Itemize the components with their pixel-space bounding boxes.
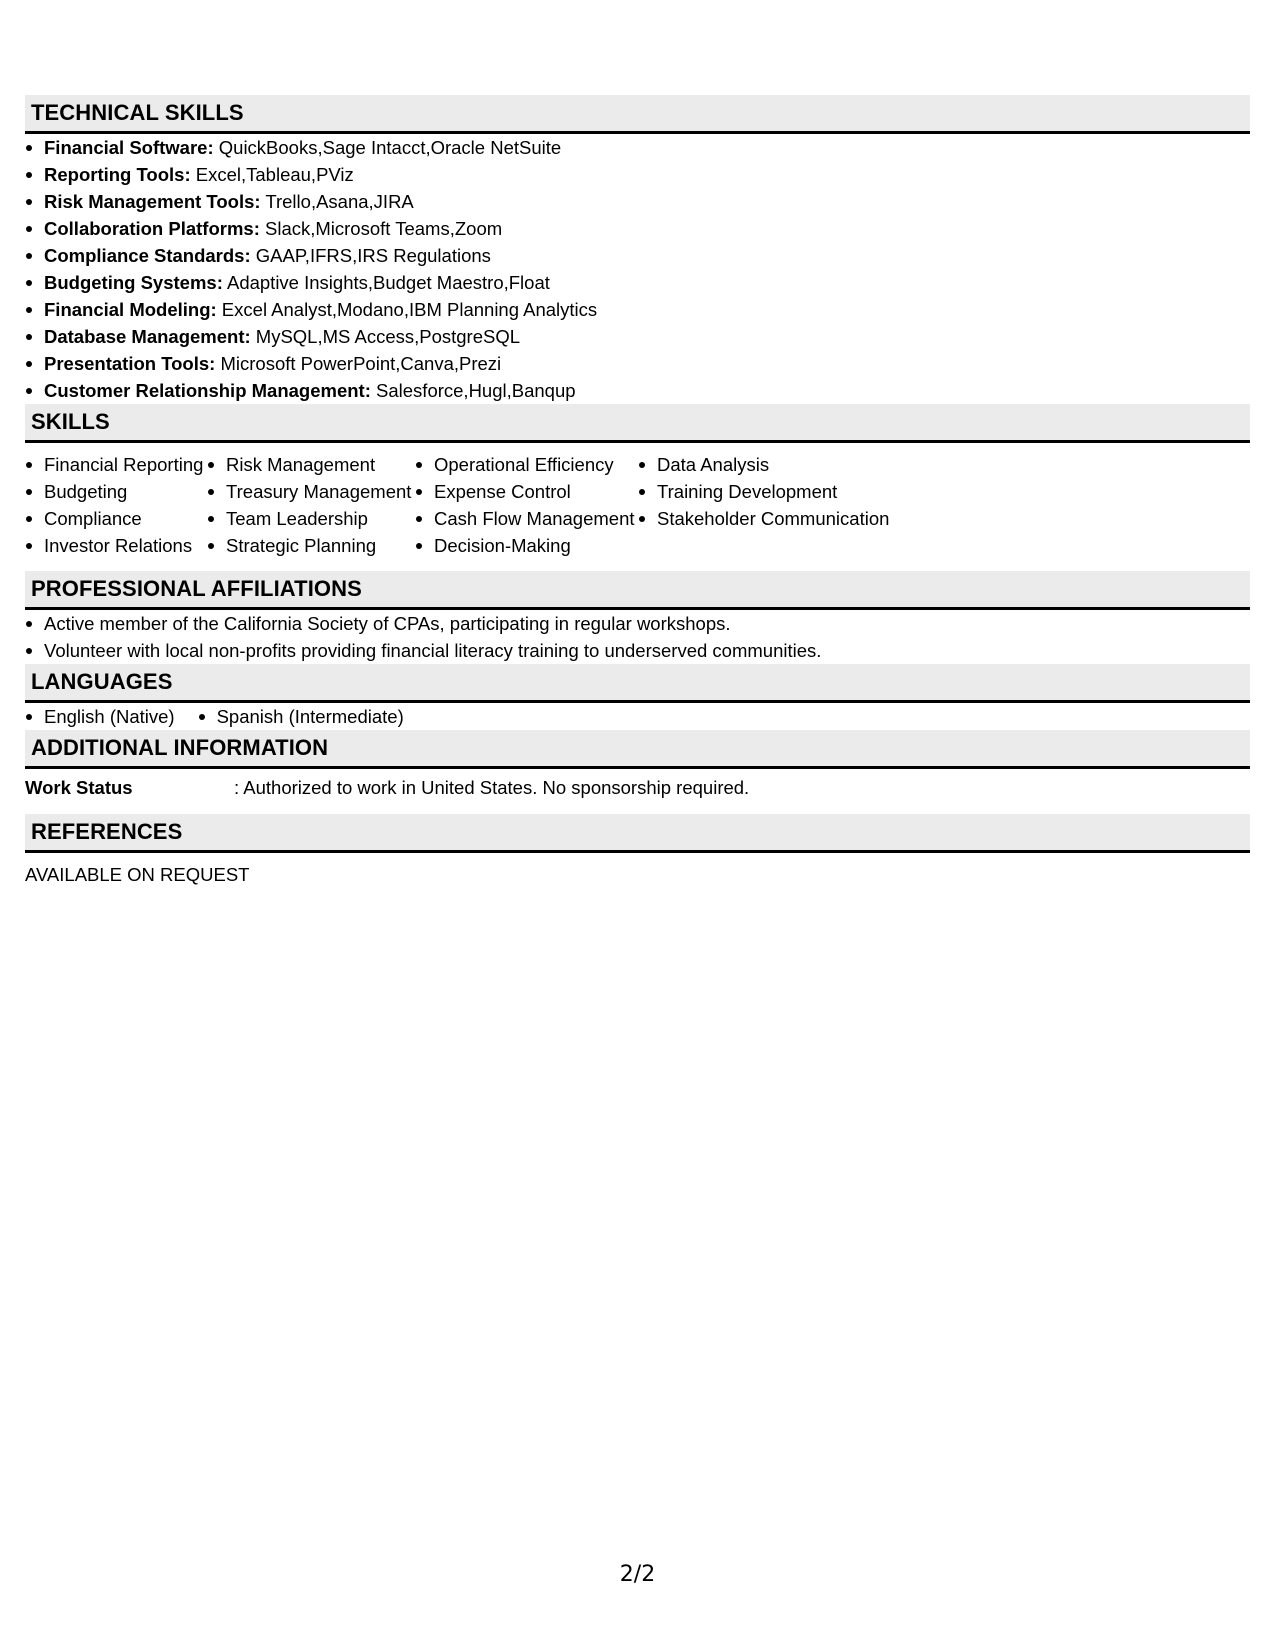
list-item: Operational Efficiency: [415, 451, 638, 478]
list-item: Training Development: [638, 478, 889, 505]
list-item: Active member of the California Society of CPAs, participating in regular workshops.: [25, 610, 1250, 637]
affiliations-section: [25, 571, 1250, 664]
section-title: ADDITIONAL INFORMATION: [31, 735, 329, 760]
list-item: [25, 134, 1250, 161]
list-item: [25, 296, 1250, 323]
skill-category-label: Collaboration Platforms:: [44, 218, 260, 239]
skill-category-value: Trello,Asana,JIRA: [260, 191, 414, 212]
list-item: Investor Relations: [25, 532, 207, 559]
list-item: English (Native): [25, 703, 175, 730]
skill-category-value: MySQL,MS Access,PostgreSQL: [250, 326, 521, 347]
skill-category-value: Salesforce,Hugl,Banqup: [370, 380, 576, 401]
list-item: [25, 350, 1250, 377]
section-header: [25, 571, 1250, 610]
section-title: PROFESSIONAL AFFILIATIONS: [31, 576, 362, 601]
references-text: AVAILABLE ON REQUEST: [25, 864, 250, 885]
list-item: Risk Management: [207, 451, 415, 478]
affiliations-list: [25, 610, 1250, 664]
list-item: Team Leadership: [207, 505, 415, 532]
list-item: Expense Control: [415, 478, 638, 505]
work-status-value: : Authorized to work in United States. No sponsorship required.: [234, 777, 750, 798]
skill-category-label: Compliance Standards:: [44, 245, 251, 266]
skill-category-label: Database Management:: [44, 326, 251, 347]
skill-category-value: Excel Analyst,Modano,IBM Planning Analytics: [216, 299, 598, 320]
skill-category-value: Excel,Tableau,PViz: [190, 164, 354, 185]
section-title: SKILLS: [31, 409, 110, 434]
list-item: [25, 323, 1250, 350]
skills-column: [638, 451, 889, 559]
section-header: [25, 404, 1250, 443]
list-item: Decision-Making: [415, 532, 638, 559]
work-status-row: [25, 769, 1250, 814]
skills-column: [207, 451, 415, 559]
skills-column: [25, 451, 207, 559]
skills-grid: [25, 443, 1250, 571]
technical-skills-list: [25, 134, 1250, 404]
technical-skills-section: [25, 95, 1250, 404]
list-item: Strategic Planning: [207, 532, 415, 559]
section-header: [25, 730, 1250, 769]
list-item: Financial Reporting: [25, 451, 207, 478]
section-title: LANGUAGES: [31, 669, 173, 694]
list-item: [25, 242, 1250, 269]
list-item: Treasury Management: [207, 478, 415, 505]
list-item: Budgeting: [25, 478, 207, 505]
references-section: [25, 814, 1250, 888]
skill-category-label: Presentation Tools:: [44, 353, 216, 374]
skills-column: [415, 451, 638, 559]
skill-category-value: Microsoft PowerPoint,Canva,Prezi: [215, 353, 502, 374]
section-title: REFERENCES: [31, 819, 183, 844]
page-number: 2/2: [619, 1562, 656, 1587]
skill-category-label: Financial Modeling:: [44, 299, 217, 320]
section-header: [25, 664, 1250, 703]
languages-section: [25, 664, 1250, 730]
list-item: [25, 161, 1250, 188]
section-header: [25, 814, 1250, 853]
list-item: Compliance: [25, 505, 207, 532]
skill-category-label: Risk Management Tools:: [44, 191, 261, 212]
list-item: [25, 377, 1250, 404]
section-title: TECHNICAL SKILLS: [31, 100, 244, 125]
skill-category-value: Adaptive Insights,Budget Maestro,Float: [222, 272, 550, 293]
work-status-label: Work Status: [25, 777, 133, 798]
list-item: [25, 269, 1250, 296]
skill-category-value: QuickBooks,Sage Intacct,Oracle NetSuite: [213, 137, 562, 158]
skill-category-value: GAAP,IFRS,IRS Regulations: [250, 245, 491, 266]
section-header: [25, 95, 1250, 134]
skill-category-label: Budgeting Systems:: [44, 272, 223, 293]
skill-category-label: Customer Relationship Management:: [44, 380, 371, 401]
skill-category-label: Reporting Tools:: [44, 164, 191, 185]
skills-section: [25, 404, 1250, 571]
list-item: [25, 188, 1250, 215]
list-item: Volunteer with local non-profits providing financial literacy training to underserved communities.: [25, 637, 1250, 664]
languages-list: [25, 703, 1250, 730]
list-item: Spanish (Intermediate): [198, 703, 404, 730]
resume-page: [25, 95, 1250, 888]
list-item: Cash Flow Management: [415, 505, 638, 532]
additional-info-section: [25, 730, 1250, 814]
skill-category-value: Slack,Microsoft Teams,Zoom: [259, 218, 503, 239]
list-item: Stakeholder Communication: [638, 505, 889, 532]
list-item: [25, 215, 1250, 242]
list-item: Data Analysis: [638, 451, 889, 478]
skill-category-label: Financial Software:: [44, 137, 214, 158]
